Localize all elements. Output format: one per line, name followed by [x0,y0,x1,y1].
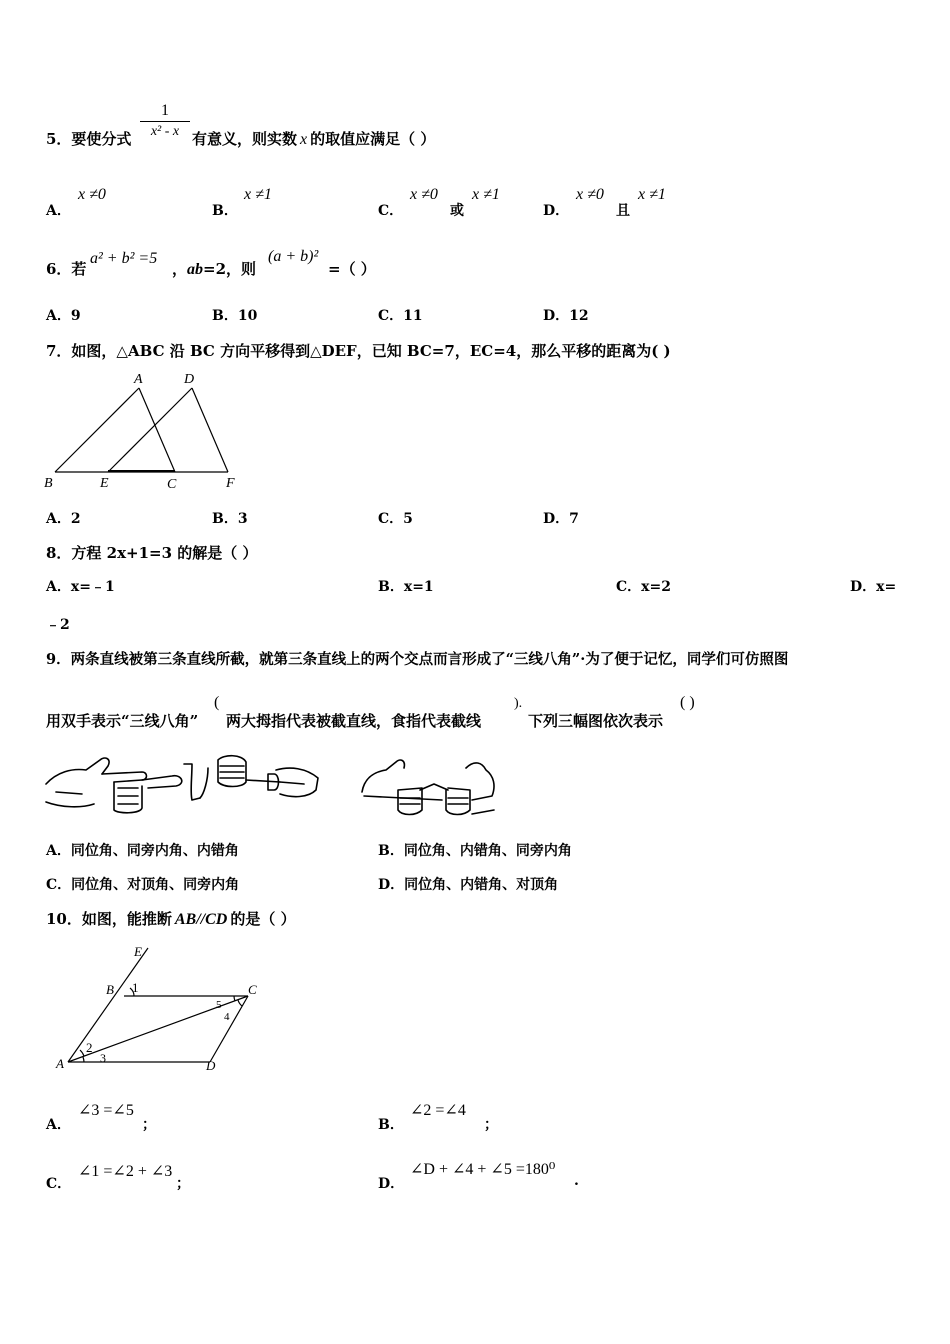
q8-option-d-wrap: ﹣2 [46,617,70,633]
q9-hand-figure-1 [46,758,182,813]
q8-option-b[interactable] [378,576,434,596]
q10-option-a[interactable] [46,1114,71,1134]
q10-option-b-end: ； [484,1117,498,1133]
q10-line-ae [68,948,148,1062]
q8-option-b-label: B． [378,579,404,595]
q7-option-c-value: 5 [403,511,413,527]
q9-option-b[interactable] [378,840,572,860]
q9-answer-paren: ( ) [680,694,695,711]
q10-option-a-end: ； [142,1117,156,1133]
q5-suffix-b: 的取值应满足（ ） [310,130,436,148]
q5-option-a[interactable] [46,200,71,220]
q9-option-b-value: 同位角、内错角、同旁内角 [403,843,572,859]
q6-option-c-label: C． [378,308,404,324]
q9-line2a: 用双手表示“三线八角” [46,712,199,730]
q5-option-d-label: D． [543,203,570,219]
q10-stem [46,908,296,929]
q5-suffix-a: 有意义，则实数 [192,130,298,148]
q10-option-d-math: ∠D + ∠4 + ∠5 =180⁰ [410,1161,556,1178]
q10-label-5: 5 [216,999,222,1011]
q5-option-c[interactable] [378,200,403,220]
q6-option-a-value: 9 [70,308,81,324]
q5-fraction [140,102,190,141]
q10-option-c[interactable] [46,1173,71,1193]
q10-arc-4 [238,1000,242,1006]
q7-option-d[interactable] [543,508,579,528]
q10-arc-2 [80,1050,84,1056]
q6-mid-a: ， [172,260,188,278]
q7-option-c-label: C． [378,511,404,527]
q9-option-c-label: C． [46,877,72,893]
q9-option-d-value: 同位角、内错角、对顶角 [404,877,559,893]
q8-option-b-value: x=1 [403,579,434,595]
q10-label-b: B [106,982,114,997]
q7-option-d-value: 7 [569,511,579,527]
q7-side-ac [139,388,175,472]
q10-option-a-label: A． [46,1117,71,1133]
q5-option-c-label: C． [378,203,404,219]
q9-option-b-label: B． [378,843,404,859]
q5-option-c-conj: 或 [450,203,464,219]
q5-var: x [300,131,308,148]
q9-option-c[interactable] [46,874,239,894]
q10-label-c: C [248,982,257,997]
q7-label-b: B [44,476,53,491]
q6-option-d[interactable] [543,305,589,325]
q10-arc-5 [234,996,235,1001]
q8-option-a-label: A． [46,579,71,595]
q9-option-a[interactable] [46,840,239,860]
q5-frac-bar [140,121,190,122]
q10-suffix: 的是（ ） [230,910,296,928]
q6-prefix: 6．若 [46,260,87,278]
q8-option-d-label: D． [850,579,877,595]
q6-math1: a² + b² =5 [90,250,158,267]
q10-label-e: E [134,944,142,959]
q7-option-b-value: 3 [237,511,248,527]
q5-stem-rest [192,128,435,149]
q10-option-b-label: B． [378,1117,404,1133]
q10-option-d-end: . [574,1173,579,1189]
q9-line2c: 下列三幅图依次表示 [528,712,664,730]
q9-option-c-value: 同位角、对顶角、同旁内角 [71,877,240,893]
q9-option-a-label: A． [46,843,71,859]
q9-line1: 9．两条直线被第三条直线所截，就第三条直线上的两个交点而言形成了“三线八角”·为了便于记忆，同学们可仿照图 [46,651,789,668]
q5-option-d-math-b: x ≠1 [638,186,666,203]
q10-option-c-end: ； [176,1176,190,1192]
q9-option-a-value: 同位角、同旁内角、内错角 [70,843,239,859]
q6-math2: (a + b)² [268,248,319,265]
q5-stem [46,128,131,149]
q10-label-3: 3 [100,1051,106,1065]
q8-option-c-label: C． [616,579,642,595]
q5-option-b-label: B． [212,203,238,219]
q8-option-a-value: x=﹣1 [70,579,115,595]
q9-hand-figures [42,752,502,822]
q5-prefix: 5．要使分式 [46,130,132,148]
q8-option-a[interactable] [46,576,115,596]
q7-side-de [108,388,192,472]
q8-option-d-value: x= [876,579,897,595]
q9-line2b: 两大拇指代表被截直线，食指代表截线 [226,712,482,730]
q10-option-c-label: C． [46,1176,72,1192]
q10-option-d[interactable] [378,1173,404,1193]
q5-option-d-conj: 且 [616,203,630,219]
q9-hand-figure-2 [184,756,318,800]
q7-side-df [192,388,228,472]
q6-option-c[interactable] [378,305,423,325]
q6-option-b-value: 10 [237,308,258,324]
q7-label-e: E [100,476,109,491]
q5-frac-num: 1 [161,102,169,119]
q10-label-d: D [206,1058,216,1073]
q6-option-c-value: 11 [403,308,423,324]
q10-option-c-math: ∠1 =∠2 + ∠3 [78,1163,173,1180]
q7-option-a-label: A． [46,511,71,527]
q5-option-d[interactable] [543,200,569,220]
q9-paren-open: ( [214,694,220,711]
q9-paren-close: ). [514,696,523,711]
q10-math: AB//CD [174,911,228,928]
q7-option-c[interactable] [378,508,413,528]
q7-side-ab [55,388,139,472]
q7-translation-figure [40,368,250,496]
q7-label-d: D [184,372,195,387]
q10-prefix: 10．如图，能推断 [46,910,172,928]
q10-parallelogram-figure [50,938,270,1074]
q6-stem [46,258,86,279]
q6-ab: ab [187,261,204,278]
q9-option-d-label: D． [378,877,405,893]
q6-option-a[interactable] [46,305,81,325]
q6-option-d-value: 12 [569,308,589,324]
q8-option-d[interactable] [850,576,896,596]
q10-option-b-math: ∠2 =∠4 [410,1102,466,1119]
q7-label-c: C [167,477,177,492]
q5-option-b-math: x ≠1 [244,186,272,203]
q7-option-a[interactable] [46,508,81,528]
q7-label-a: A [134,372,143,387]
q6-option-b[interactable] [212,305,257,325]
q9-hand-figure-3 [362,760,494,815]
q6-option-d-label: D． [543,308,570,324]
q10-label-1: 1 [132,980,139,995]
q5-frac-den: x² - x [150,124,180,139]
q7-option-a-value: 2 [70,511,81,527]
q6-mid-b: =2，则 [203,260,257,278]
q7-stem: 7．如图，△ABC 沿 BC 方向平移得到△DEF，已知 BC=7，EC=4，那么平移的距离为( ) [46,342,671,360]
q7-option-b-label: B． [212,511,238,527]
q10-option-d-label: D． [378,1176,405,1192]
q9-option-d[interactable] [378,874,558,894]
q8-option-c-value: x=2 [641,579,671,595]
q5-option-d-math-a: x ≠0 [576,186,604,203]
q6-option-a-label: A． [46,308,71,324]
q5-option-a-math: x ≠0 [78,186,106,203]
q10-label-2: 2 [86,1040,93,1055]
q10-option-b[interactable] [378,1114,404,1134]
q6-stem-mid [172,258,256,279]
q10-arc-3 [83,1057,84,1062]
q8-option-c[interactable] [616,576,671,596]
q7-label-f: F [226,476,235,491]
q10-label-a: A [56,1056,64,1071]
q8-stem: 8．方程 2x+1=3 的解是（ ） [46,544,258,562]
q7-option-d-label: D． [543,511,570,527]
q5-option-c-math-a: x ≠0 [410,186,438,203]
q10-option-a-math: ∠3 =∠5 [78,1102,134,1119]
q5-option-a-label: A． [46,203,71,219]
q10-label-4: 4 [224,1011,230,1023]
q5-option-b[interactable] [212,200,238,220]
q5-option-c-math-b: x ≠1 [472,186,500,203]
q6-option-b-label: B． [212,308,238,324]
q7-option-b[interactable] [212,508,248,528]
q6-suffix: =（ ） [328,260,376,278]
